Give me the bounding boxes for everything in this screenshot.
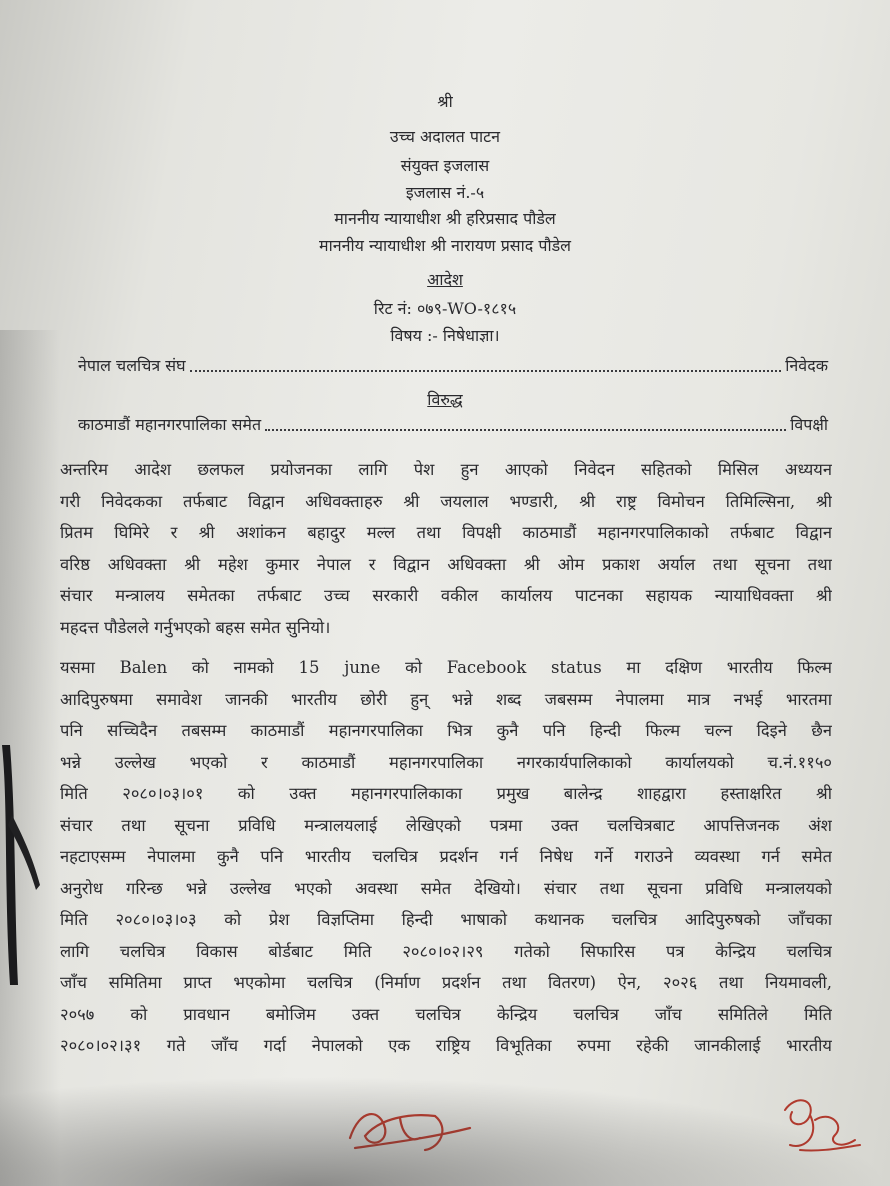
dotted-leader — [190, 370, 782, 372]
respondent-role: विपक्षी — [790, 415, 828, 434]
text-line: भन्ने उल्लेख भएको र काठमाडौं महानगरपालिका नगरकार्यपालिकाको कार्यालयको च.नं.११५० — [60, 752, 832, 772]
text-line: वरिष्ठ अधिवक्ता श्री महेश कुमार नेपाल र विद्वान अधिवक्ता श्री ओम प्रकाश अर्याल तथा सूचना तथा — [60, 554, 832, 574]
text-line: यसमा Balen को नामको 15 june को Facebook status मा दक्षिण भारतीय फिल्म — [60, 658, 832, 677]
text-line: अनुरोध गरिन्छ भन्ने उल्लेख भएको अवस्था समेत देखियो। संचार तथा सूचना प्रविधि मन्त्रालयको — [60, 878, 832, 898]
text-line: मिति २०८०।०३।०३ को प्रेश विज्ञप्तिमा हिन्दी भाषाको कथानक चलचित्र आदिपुरुषको जाँचका — [60, 910, 832, 929]
text-line: २०५७ को प्रावधान बमोजिम उक्त चलचित्र केन्द्रिय चलचित्र जाँच समितिले मिति — [60, 1004, 832, 1024]
petitioner-line — [78, 355, 828, 377]
text-line: प्रितम घिमिरे र श्री अशांकन बहादुर मल्ल तथा विपक्षी काठमाडौं महानगरपालिकाको तर्फबाट विद्वान — [60, 523, 832, 542]
text-line: लागि चलचित्र विकास बोर्डबाट मिति २०८०।०२।२९ गतेको सिफारिस पत्र केन्द्रिय चलचित्र — [60, 941, 832, 961]
order-title: आदेश — [427, 270, 463, 289]
order-subject: विषय :- निषेधाज्ञा। — [390, 326, 500, 345]
text-line: आदिपुरुषमा समावेश जानकी भारतीय छोरी हुन् भन्ने शब्द जबसम्म नेपालमा मात्र नभई भारतमा — [60, 689, 832, 709]
shri-heading: श्री — [437, 92, 453, 111]
bench-type: संयुक्त इजलास — [400, 156, 490, 175]
text-line: नहटाएसम्म नेपालमा कुनै पनि भारतीय चलचित्र प्रदर्शन गर्न निषेध गर्ने गराउने व्यवस्था गर्न समेत — [60, 847, 832, 866]
versus-heading: विरुद्ध — [427, 390, 463, 409]
judge-2: माननीय न्यायाधीश श्री नारायण प्रसाद पौडेल — [319, 236, 571, 255]
text-line: मिति २०८०।०३।०१ को उक्त महानगरपालिकाका प्रमुख बालेन्द्र शाहद्वारा हस्ताक्षरित श्री — [60, 784, 832, 803]
text-line: संचार तथा सूचना प्रविधि मन्त्रालयलाई लेखिएको पत्रमा उक्त चलचित्रबाट आपत्तिजनक अंश — [60, 815, 832, 835]
petitioner-role: निवेदक — [785, 356, 828, 375]
court-name: उच्च अदालत पाटन — [389, 127, 501, 146]
text-line: जाँच समितिमा प्राप्त भएकोमा चलचित्र (निर्माण प्रदर्शन तथा वितरण) ऐन, २०२६ तथा नियमावली, — [60, 973, 832, 992]
bench-number: इजलास नं.-५ — [405, 183, 485, 202]
respondent-line — [78, 414, 828, 436]
page-shadow-bottom — [0, 1076, 890, 1186]
judge-1: माननीय न्यायाधीश श्री हरिप्रसाद पौडेल — [334, 209, 556, 228]
text-line: अन्तरिम आदेश छलफल प्रयोजनका लागि पेश हुन आएको निवेदन सहितको मिसिल अध्ययन — [60, 460, 832, 479]
text-line: पनि सच्चिदैन तबसम्म काठमाडौं महानगरपालिका भित्र कुनै पनि हिन्दी फिल्म चल्न दिइने छैन — [60, 721, 832, 740]
respondent-name: काठमाडौं महानगरपालिका समेत — [78, 415, 262, 434]
text-line: गरी निवेदकका तर्फबाट विद्वान अधिवक्ताहरु श्री जयलाल भण्डारी, श्री राष्ट्र विमोचन तिमिल्सिना, श्री — [60, 491, 832, 511]
dotted-leader — [265, 429, 786, 431]
petitioner-name: नेपाल चलचित्र संघ — [78, 356, 186, 375]
text-line: २०८०।०२।३१ गते जाँच गर्दा नेपालको एक राष्ट्रिय विभूतिका रुपमा रहेकी जानकीलाई भारतीय — [60, 1036, 832, 1055]
binding-ribbon — [0, 745, 44, 985]
paragraph-hearing — [60, 454, 832, 643]
paragraph-findings — [60, 652, 832, 1062]
text-line: महदत्त पौडेलले गर्नुभएको बहस समेत सुनियो। — [60, 617, 331, 637]
text-line: संचार मन्त्रालय समेतका तर्फबाट उच्च सरकारी वकील कार्यालय पाटनका सहायक न्यायाधिवक्ता श्री — [60, 586, 832, 605]
writ-number: रिट नं: ०७९-WO-१८१५ — [373, 299, 517, 318]
